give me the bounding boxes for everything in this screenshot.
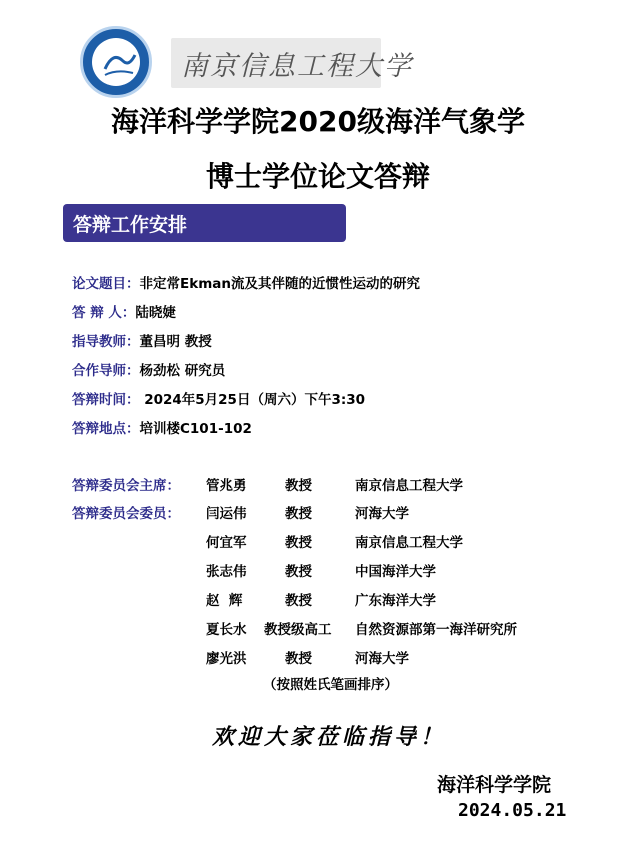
committee-affiliation: 广东海洋大学 bbox=[355, 593, 436, 609]
detail-label: 论文题目： bbox=[72, 276, 140, 292]
section-header-banner bbox=[63, 204, 346, 242]
college-logo bbox=[80, 26, 152, 98]
detail-label: 答辩时间： bbox=[72, 392, 140, 408]
detail-value: 培训楼C101-102 bbox=[139, 421, 252, 437]
detail-value: 杨劲松 研究员 bbox=[139, 363, 226, 379]
committee-title: 教授 bbox=[285, 651, 312, 667]
committee-name: 夏长水 bbox=[206, 622, 247, 638]
committee-title: 教授级高工 bbox=[264, 622, 332, 638]
page-title-line2: 博士学位论文答辩 bbox=[205, 160, 430, 193]
detail-value: 2024年5月25日（周六）下午3:30 bbox=[139, 392, 366, 408]
committee-name: 闫运伟 bbox=[206, 506, 247, 522]
committee-affiliation: 南京信息工程大学 bbox=[355, 478, 463, 494]
section-header-text: 答辩工作安排 bbox=[73, 214, 188, 236]
detail-label: 答辩地点： bbox=[72, 421, 140, 437]
committee-affiliation: 河海大学 bbox=[355, 651, 409, 667]
committee-title: 教授 bbox=[285, 593, 312, 609]
committee-member-label: 答辩委员会委员： bbox=[72, 506, 180, 522]
committee-affiliation: 南京信息工程大学 bbox=[355, 535, 463, 551]
university-calligraphy-logo bbox=[171, 38, 413, 88]
committee-name: 廖光洪 bbox=[206, 651, 247, 667]
committee-title: 教授 bbox=[285, 506, 312, 522]
committee-name: 张志伟 bbox=[206, 564, 247, 580]
detail-row-location bbox=[72, 417, 252, 437]
detail-row-advisor bbox=[72, 330, 212, 350]
detail-value: 董昌明 教授 bbox=[139, 334, 212, 350]
committee-chair-label: 答辩委员会主席： bbox=[72, 478, 180, 494]
committee-affiliation: 河海大学 bbox=[355, 506, 409, 522]
committee-name: 何宜军 bbox=[206, 535, 247, 551]
detail-label: 合作导师： bbox=[72, 363, 140, 379]
wave-icon bbox=[83, 29, 155, 101]
calligraphy-text: 南京信息工程大学 bbox=[181, 51, 413, 82]
ordering-note: （按照姓氏笔画排序） bbox=[263, 677, 398, 693]
committee-title: 教授 bbox=[285, 478, 312, 494]
committee-affiliation: 自然资源部第一海洋研究所 bbox=[355, 622, 517, 638]
detail-row-co-advisor bbox=[72, 359, 225, 379]
committee-name: 赵 辉 bbox=[206, 593, 243, 609]
detail-label: 指导教师： bbox=[72, 334, 140, 350]
page-title-line1: 海洋科学学院2020级海洋气象学 bbox=[111, 105, 525, 138]
committee-title: 教授 bbox=[285, 564, 312, 580]
committee-name: 管兆勇 bbox=[206, 478, 247, 494]
committee-title: 教授 bbox=[285, 535, 312, 551]
detail-row-candidate bbox=[72, 301, 176, 321]
detail-value: 陆晓婕 bbox=[135, 305, 176, 321]
detail-row-topic bbox=[72, 272, 420, 292]
welcome-message: 欢迎大家莅临指导！ bbox=[212, 724, 447, 750]
detail-value: 非定常Ekman流及其伴随的近惯性运动的研究 bbox=[139, 276, 420, 292]
detail-label: 答 辩 人： bbox=[72, 305, 136, 321]
issue-date: 2024.05.21 bbox=[458, 800, 567, 821]
detail-row-time bbox=[72, 388, 365, 408]
organizer-name: 海洋科学学院 bbox=[437, 774, 552, 796]
committee-affiliation: 中国海洋大学 bbox=[355, 564, 436, 580]
